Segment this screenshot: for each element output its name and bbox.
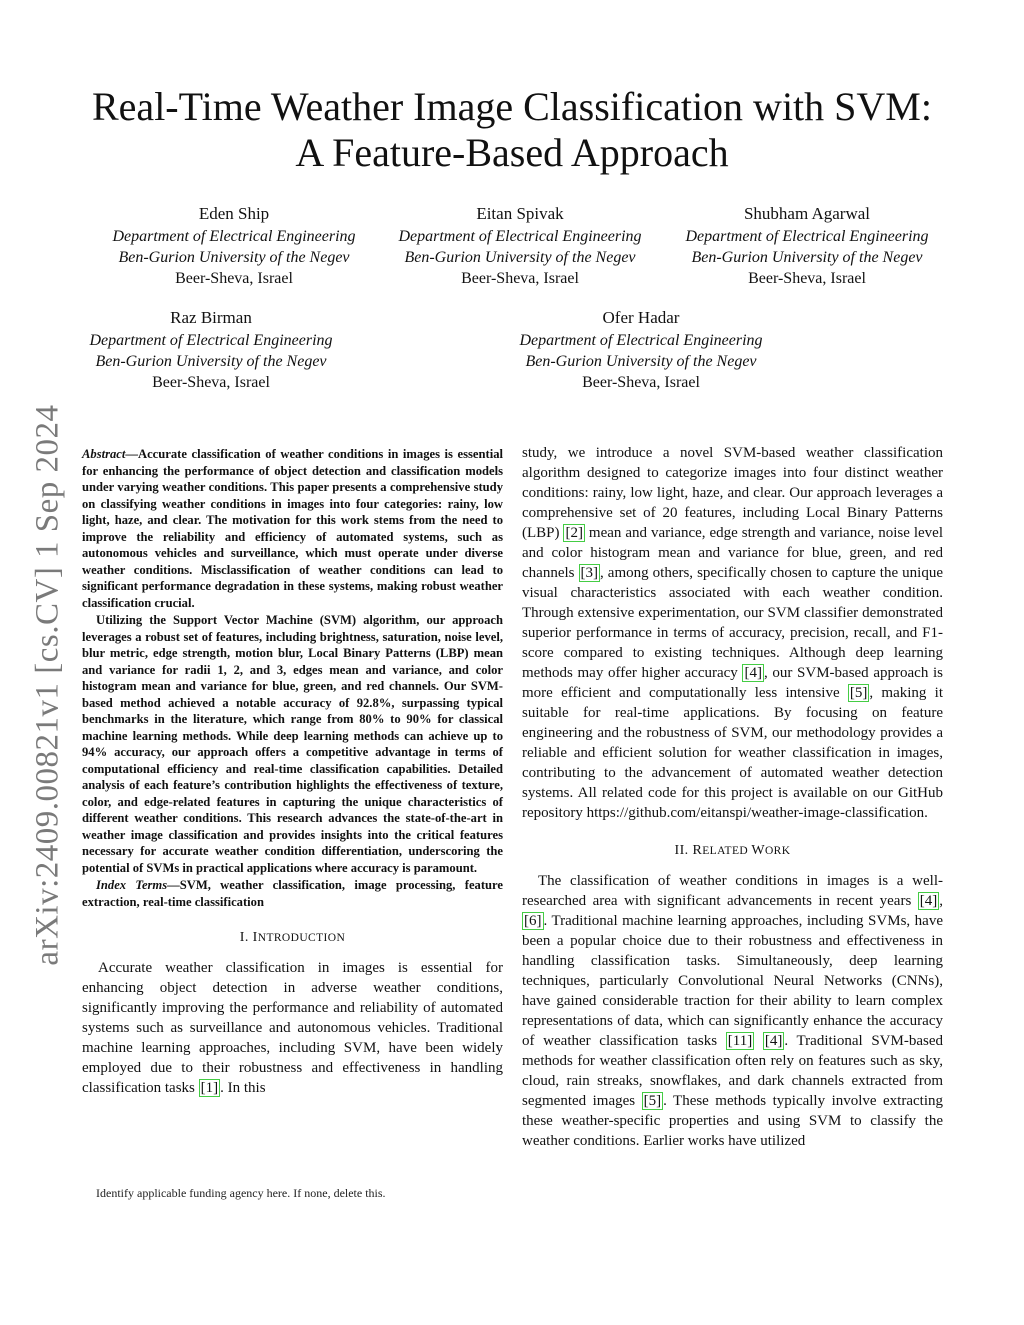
author-department: Department of Electrical Engineering (685, 228, 929, 245)
author-university: Ben-Gurion University of the Negev (95, 353, 327, 370)
index-terms-text: —SVM, weather classification, image processing, feature extraction, real-time classification (82, 878, 503, 909)
citation-link[interactable]: [4] (919, 893, 938, 909)
footnote: Identify applicable funding agency here. If none, delete this. (96, 1186, 386, 1200)
author-name: Eitan Spivak (476, 204, 564, 223)
citation-link[interactable]: [5] (849, 685, 868, 701)
abstract-paragraph-1 (82, 446, 503, 611)
section-heading-related-work: II. RELATED WORK (674, 843, 791, 858)
right-column (522, 443, 943, 1151)
arxiv-identifier (28, 404, 68, 966)
author-department: Department of Electrical Engineering (112, 228, 356, 245)
citation-link[interactable]: [6] (524, 913, 542, 929)
author-name: Raz Birman (170, 308, 252, 327)
citation-link[interactable]: [3] (580, 565, 599, 581)
author-university: Ben-Gurion University of the Negev (404, 249, 636, 266)
author-department: Department of Electrical Engineering (89, 332, 333, 349)
paper-title-line-1: Real-Time Weather Image Classification with SVM: (92, 84, 932, 129)
paper-title (60, 84, 964, 176)
author-block (491, 307, 791, 393)
abstract-text-1: —Accurate classification of weather conditions in images is essential for enhancing the performance of object detection and classification models under varying weather conditions. This paper presents a comprehensive study on classifying weather conditions in images into four categories: rainy, low light, haze, and clear. The motivation for this work stems from the need to improve the reliability and efficiency of automated systems, such as autonomous vehicles and surveillance, which must operate under diverse weather conditions. Misclassification of weather conditions can lead to significant performance degradation in these systems, making robust weather classification crucial. (82, 447, 503, 610)
author-block (657, 203, 957, 289)
author-name: Shubham Agarwal (743, 204, 871, 223)
author-university: Ben-Gurion University of the Negev (118, 249, 350, 266)
index-terms (82, 877, 503, 910)
author-location: Beer-Sheva, Israel (461, 270, 579, 287)
paper-title-line-2: A Feature-Based Approach (295, 130, 729, 175)
author-name: Ofer Hadar (602, 308, 680, 327)
introduction-continuation: study, we introduce a novel SVM-based weather classification algorithm designed to categorize images into four distinct weather conditions: rainy, low light, haze, and clear. Our approach leverages a comprehensive set of 20 features, including Local Binary Patterns (LBP) [2] mean and variance, edge strength and variance, noise level and color histogram mean and variance for blue, green, and red channels [3] , among others, specifically chosen to capture the unique visual characteristics associated with each weather condition. Through extensive experimentation, our SVM classifier demonstrated superior performance in terms of accuracy, precision, recall, and F1-score compared to existing techniques. Although deep learning methods may offer higher accuracy [4] , our SVM-based approach is more efficient and computationally less intensive [5] , making it suitable for real-time applications. By focusing on feature engineering and the robustness of SVM, our methodology provides a reliable and efficient solution for weather classification in images, contributing to the advancement of automated weather detection systems. All related code for this project is available on our GitHub repository https://github.com/eitanspi/weather-image-classification. (522, 445, 943, 821)
author-block (370, 203, 670, 289)
citation-link[interactable]: [5] (643, 1093, 662, 1109)
author-location: Beer-Sheva, Israel (175, 270, 293, 287)
citation-link[interactable]: [4] (764, 1033, 783, 1049)
author-block (84, 203, 384, 289)
left-column (82, 446, 503, 1098)
author-name: Eden Ship (198, 204, 270, 223)
author-block (61, 307, 361, 393)
author-location: Beer-Sheva, Israel (748, 270, 866, 287)
author-university: Ben-Gurion University of the Negev (691, 249, 923, 266)
section-heading-introduction: I. INTRODUCTION (239, 930, 346, 945)
author-department: Department of Electrical Engineering (519, 332, 763, 349)
citation-link[interactable]: [11] (727, 1033, 753, 1049)
introduction-paragraph: Accurate weather classification in images is essential for enhancing object detection in adverse weather conditions, significantly improving the performance and reliability of automated systems such as surveillance and autonomous vehicles. Traditional machine learning approaches, including SVM, have been widely employed due to their robustness and effectiveness in handling classification tasks [1] . In this (82, 960, 503, 1096)
citation-link[interactable]: [1] (200, 1080, 219, 1096)
author-university: Ben-Gurion University of the Negev (525, 353, 757, 370)
arxiv-identifier-text: arXiv:2409.00821v1 [cs.CV] 1 Sep 2024 (29, 404, 66, 966)
citation-link[interactable]: [2] (565, 525, 583, 541)
author-department: Department of Electrical Engineering (398, 228, 642, 245)
author-location: Beer-Sheva, Israel (582, 374, 700, 391)
abstract-label: Abstract (82, 447, 126, 461)
citation-link[interactable]: [4] (744, 665, 762, 681)
related-work-paragraph: The classification of weather conditions in images is a well-researched area with significant advancements in recent years [4] , [6] . Traditional machine learning approaches, including SVMs, have been a popular choice due to their robustness and effectiveness in handling classification tasks. Simultaneously, deep learning techniques, particularly Convolutional Neural Networks (CNNs), have gained considerable traction for their ability to learn complex representations of data, which can significantly enhance the accuracy of weather classification tasks [11] [4] . Traditional SVM-based methods for weather classification often rely on features such as sky, cloud, rain streaks, snowflakes, and dark channels extracted from segmented images [5] . These methods typically involve extracting these weather-specific properties and using SVM to classify the weather conditions. Earlier works have utilized (522, 873, 943, 1149)
author-location: Beer-Sheva, Israel (152, 374, 270, 391)
abstract-paragraph-2: Utilizing the Support Vector Machine (SVM) algorithm, our approach leverages a robust set of features, including brightness, saturation, noise level, blur metric, edge strength, motion blur, Local Binary Patterns (LBP) mean and variance for radii 1, 2, and 3, edges mean and variance, and color histogram mean and variance for blue, green, and red channels. Our SVM-based method achieved a notable accuracy of 92.8%, surpassing typical benchmarks in the literature, which range from 80% to 90% for classical machine learning methods. While deep learning methods can achieve up to 94% accuracy, our approach offers a competitive advantage in terms of computational efficiency and real-time classification capabilities. Detailed analysis of each feature’s contribution highlights the effectiveness of texture, color, and edge-related features in capturing the unique characteristics of different weather conditions. This research advances the state-of-the-art in weather image classification and provides insights into the critical features necessary for accurate weather condition differentiation, underscoring the potential of SVMs in practical applications where accuracy is paramount. (82, 613, 503, 875)
index-terms-label: Index Terms (96, 878, 168, 892)
